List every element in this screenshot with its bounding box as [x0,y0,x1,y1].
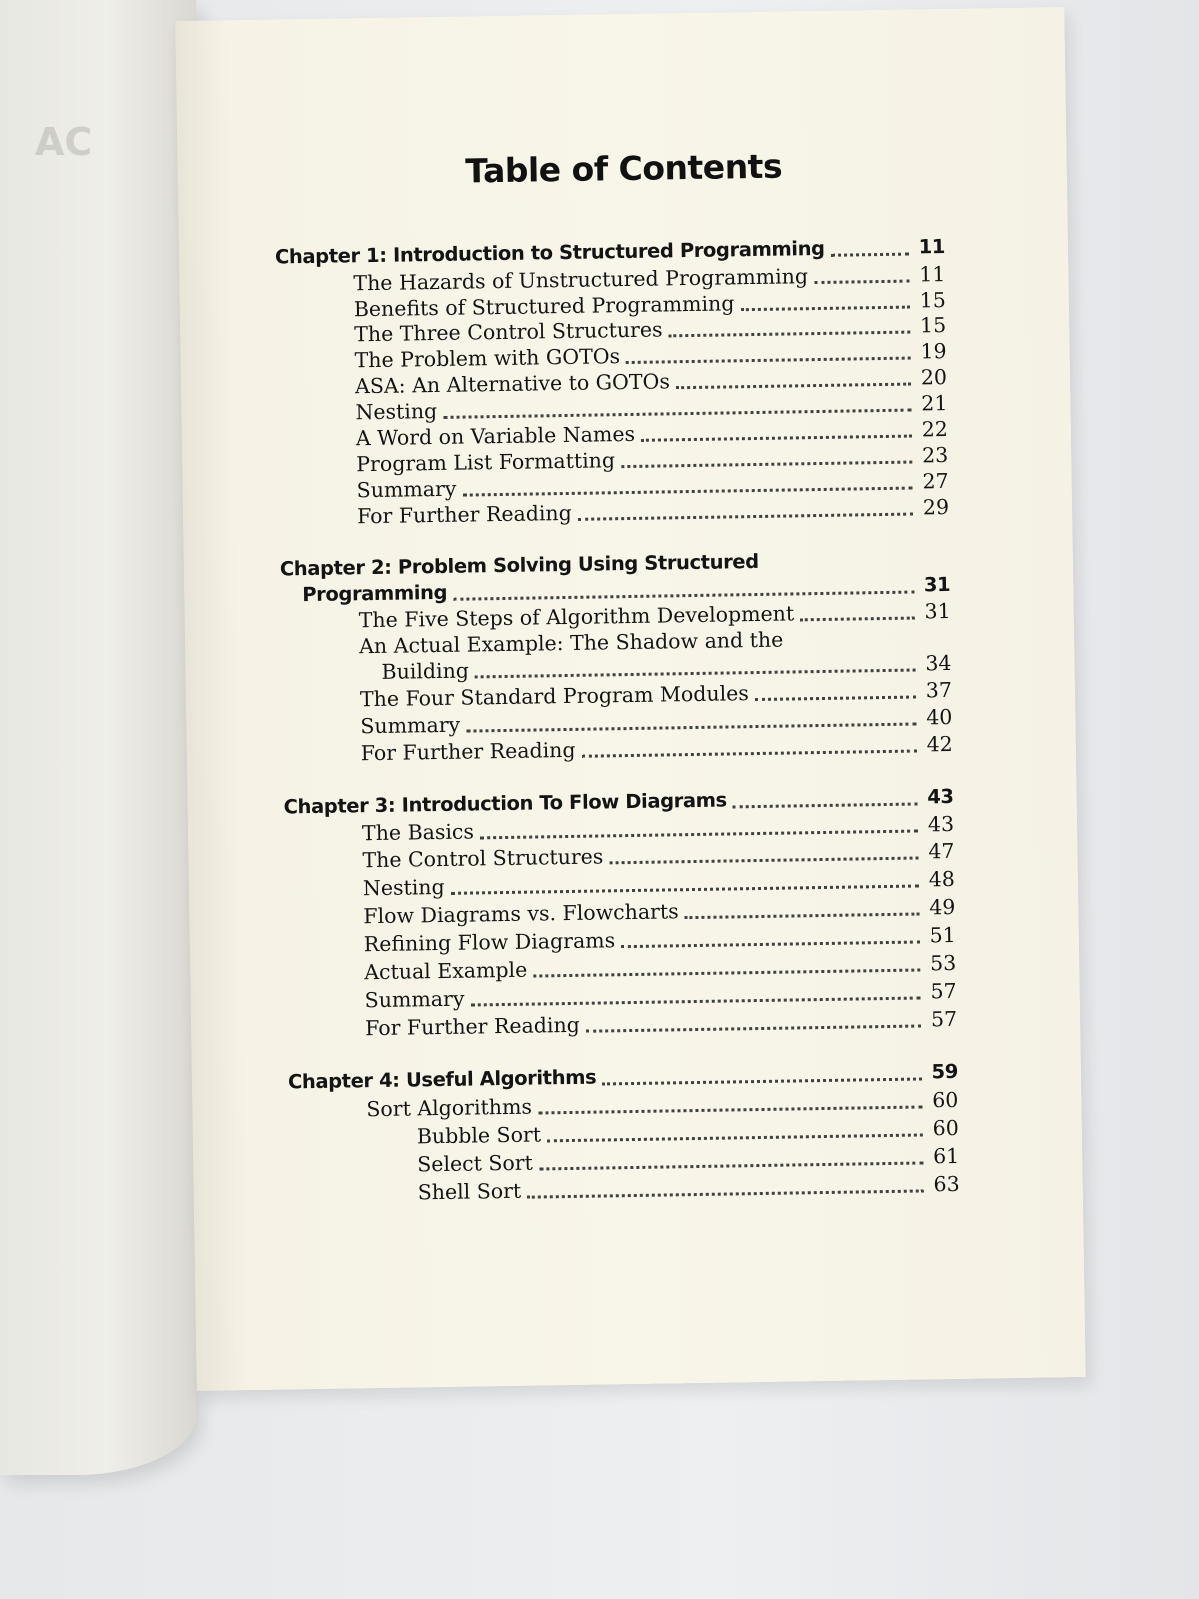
page-title: Table of Contents [464,146,783,191]
page-number: 48 [928,866,956,892]
section-title: The Three Control Structures [354,317,663,347]
section-title: Program List Formatting [356,448,616,477]
section-title: Actual Example [364,957,528,985]
leader-dots [527,1183,924,1198]
leader-dots [733,797,918,809]
page-number: 27 [922,468,949,494]
leader-dots [533,962,920,977]
page-number: 57 [930,1006,958,1032]
leader-dots [451,878,919,894]
page-number: 23 [921,442,949,468]
page-number: 37 [925,677,953,703]
section-title: Benefits of Structured Programming [353,291,735,322]
book-page [175,7,1085,1391]
section-title: The Control Structures [362,844,604,873]
leader-dots [470,990,920,1006]
page-number: 53 [929,950,957,976]
leader-dots [621,934,920,948]
leader-dots [831,247,909,257]
section-title: Flow Diagrams vs. Flowcharts [363,899,679,929]
chapter-title: Chapter 4: Useful Algorithms [287,1065,597,1094]
page-number: 43 [927,784,954,809]
leader-dots [755,690,916,702]
leader-dots [740,300,910,312]
section-title: The Four Standard Program Modules [359,681,750,712]
leader-dots [453,585,914,601]
page-number: 15 [919,288,946,313]
leader-dots [676,377,911,390]
chapter-title: Chapter 3: Introduction To Flow Diagrams [283,788,727,819]
section-title: For Further Reading [360,737,576,766]
page-number: 34 [925,650,952,676]
leader-dots [443,403,911,419]
leader-dots [475,663,916,679]
section-title: Refining Flow Diagrams [363,928,616,957]
section-title: Summary [356,476,457,503]
bleed-through-mark: AC [35,120,93,164]
section-title: For Further Reading [364,1012,580,1041]
leader-dots [685,906,920,919]
page-number: 15 [919,312,947,338]
leader-dots [581,744,916,758]
section-title: Nesting [362,874,445,901]
section-title: The Five Steps of Algorithm Development [358,601,795,633]
leader-dots [814,274,910,284]
chapter-title: Chapter 1: Introduction to Structured Programming [274,236,825,269]
page-number: 31 [924,598,951,624]
leader-dots [800,611,915,622]
page-number: 21 [921,390,948,416]
section-title: ASA: An Alternative to GOTOs [354,369,671,399]
page-number: 11 [918,235,946,259]
section-title: An Actual Example: The Shadow and the [358,627,784,659]
leader-dots [602,1071,922,1085]
leader-dots [641,429,912,442]
page-number: 40 [926,704,953,730]
section-title: For Further Reading [356,500,572,529]
chapter-title-cont: Programming [302,580,448,607]
section-title: Summary [360,712,461,739]
page-number: 59 [931,1059,959,1084]
page-number: 20 [920,364,948,390]
section-title: Summary [364,986,465,1013]
page-number: 22 [921,416,948,442]
page-number: 49 [929,894,956,920]
leader-dots [539,1155,924,1170]
page-number: 57 [930,978,957,1004]
page-number: 60 [932,1087,959,1113]
subsection-title: Select Sort [417,1150,533,1177]
page-number: 42 [926,731,953,757]
toc-content [271,9,960,1205]
subsection-title: Bubble Sort [416,1122,542,1149]
page-number: 19 [920,338,947,364]
leader-dots [626,351,911,364]
section-title: The Hazards of Unstructured Programming [353,264,809,296]
page-number: 11 [919,262,946,287]
leader-dots [547,1127,923,1142]
section-title: Sort Algorithms [366,1094,533,1122]
leader-dots [480,823,918,839]
leader-dots [621,455,912,469]
page-number: 43 [927,811,955,837]
page-number: 31 [923,572,951,597]
page-number: 61 [932,1143,960,1169]
section-title-cont: Building [381,658,470,684]
section-title: A Word on Variable Names [355,421,636,451]
leader-dots [462,481,912,497]
leader-dots [586,1018,921,1032]
section-title: The Problem with GOTOs [354,344,621,373]
page-number: 29 [922,494,950,520]
chapter-title: Chapter 2: Problem Solving Using Structured [279,549,759,581]
subsection-title: Shell Sort [417,1178,522,1205]
leader-dots [578,507,913,521]
page-number: 47 [928,838,955,864]
section-title: Nesting [355,399,438,425]
leader-dots [466,717,916,733]
leader-dots [669,325,911,338]
page-number: 60 [932,1115,959,1141]
left-page [0,0,196,1475]
page-number: 51 [929,922,956,948]
page-number: 63 [933,1171,960,1197]
section-title: The Basics [361,819,475,846]
leader-dots [609,850,918,864]
leader-dots [538,1099,923,1114]
